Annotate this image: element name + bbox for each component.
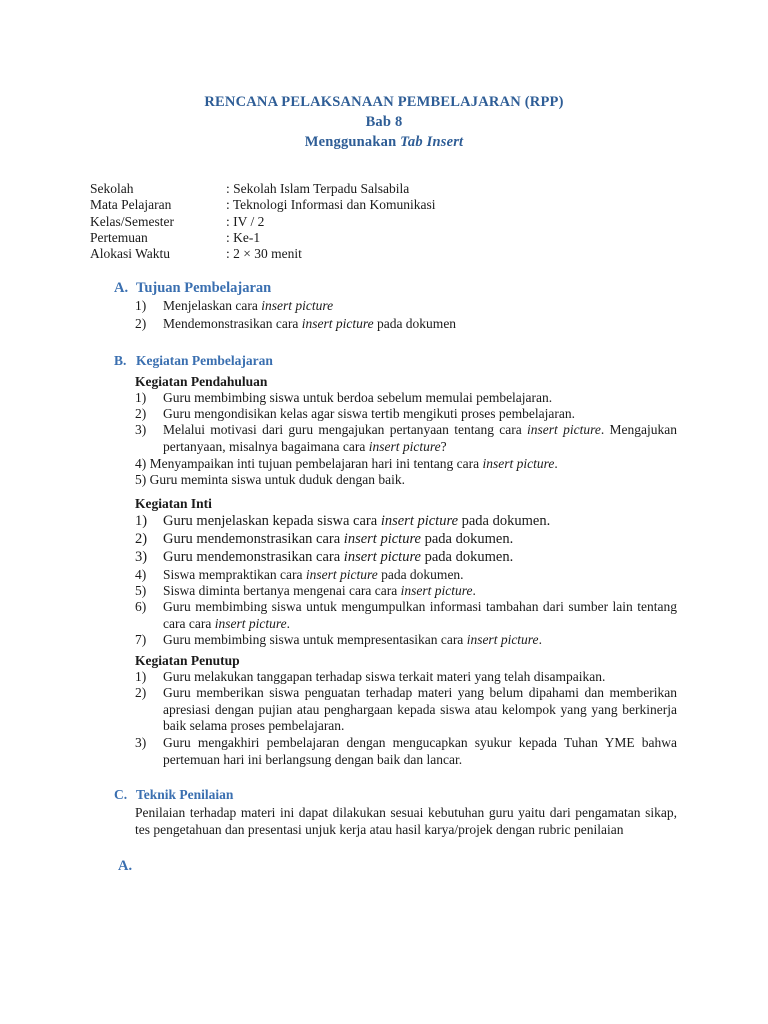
item-text: Guru mengakhiri pembelajaran dengan mengucapkan syukur kepada Tuhan YME bahwa pertemuan hari ini berlangsung dengan baik dan lancar. — [163, 735, 677, 767]
item-text: Guru menjelaskan kepada siswa cara insert picture pada dokumen. — [163, 513, 551, 529]
identity-key: Alokasi Waktu — [90, 246, 171, 261]
identity-value: : Teknologi Informasi dan Komunikasi — [226, 197, 436, 212]
item-text: Siswa diminta bertanya mengenai cara cara insert picture. — [163, 583, 476, 598]
item-number: 2) — [135, 685, 147, 700]
item-text: 5) Guru meminta siswa untuk duduk dengan baik. — [135, 472, 405, 487]
subtitle-text: Menggunakan — [304, 134, 401, 150]
subheading-penutup: Kegiatan Penutup — [135, 653, 240, 668]
list-item — [135, 472, 677, 489]
section-c-paragraph: Penilaian terhadap materi ini dapat dilakukan sesuai kebutuhan guru yaitu dari pengamatan sikap, tes pengetahuan dan presentasi unjuk kerja atau hasil karya/projek dengan rubric penilaian — [135, 805, 677, 837]
subtitle-italic: Tab Insert — [400, 134, 464, 150]
document-subtitle — [0, 134, 768, 151]
document-title: RENCANA PELAKSANAAN PEMBELAJARAN (RPP) — [204, 94, 564, 110]
identity-value: : IV / 2 — [226, 214, 265, 229]
item-text: Guru membimbing siswa untuk mengumpulkan informasi tambahan dari sumber lain tentang cara cara insert picture. — [163, 599, 677, 631]
subheading-pendahuluan: Kegiatan Pendahuluan — [135, 374, 268, 389]
section-a-heading — [114, 280, 271, 297]
section-title: Tujuan Pembelajaran — [136, 280, 272, 296]
identity-key: Sekolah — [90, 181, 134, 196]
item-text: 4) Menyampaikan inti tujuan pembelajaran hari ini tentang cara insert picture. — [135, 456, 558, 471]
identity-value: : Ke-1 — [226, 230, 261, 245]
item-number: 5) — [135, 583, 147, 598]
item-text: Melalui motivasi dari guru mengajukan pertanyaan tentang cara insert picture. Mengajukan pertanyaan, misalnya bagaimana cara insert picture? — [163, 422, 678, 454]
item-number: 4) — [135, 567, 147, 582]
item-text: Siswa mempraktikan cara insert picture pada dokumen. — [163, 567, 464, 582]
identity-value: : Sekolah Islam Terpadu Salsabila — [226, 181, 410, 196]
item-text: Menjelaskan cara insert picture — [163, 298, 334, 313]
item-number: 1) — [135, 669, 147, 684]
list-item — [135, 456, 677, 473]
item-text: Guru melakukan tanggapan terhadap siswa terkait materi yang telah disampaikan. — [163, 669, 606, 684]
section-b-heading — [114, 353, 273, 369]
identity-key: Mata Pelajaran — [90, 197, 172, 212]
item-number: 2) — [135, 406, 147, 421]
item-text: Guru mendemonstrasikan cara insert picture pada dokumen. — [163, 531, 514, 547]
chapter-label: Bab 8 — [365, 114, 403, 130]
item-number: 3) — [135, 735, 147, 750]
item-number: 3) — [135, 422, 147, 437]
item-number: 6) — [135, 599, 147, 614]
subheading-inti: Kegiatan Inti — [135, 496, 212, 511]
identity-key: Kelas/Semester — [90, 214, 174, 229]
section-letter: A. — [114, 280, 129, 296]
item-number: 1) — [135, 513, 148, 529]
section-title: Teknik Penilaian — [136, 787, 234, 802]
item-text: Mendemonstrasikan cara insert picture pada dokumen — [163, 316, 457, 331]
item-number: 2) — [135, 531, 148, 547]
item-text: Guru membimbing siswa untuk mempresentasikan cara insert picture. — [163, 632, 542, 647]
item-number: 1) — [135, 390, 147, 405]
item-number: 2) — [135, 316, 147, 331]
item-number: 3) — [135, 549, 148, 565]
item-text: Guru membimbing siswa untuk berdoa sebelum memulai pembelajaran. — [163, 390, 553, 405]
identity-value: : 2 × 30 menit — [226, 246, 302, 261]
item-text: Guru mengondisikan kelas agar siswa tertib mengikuti proses pembelajaran. — [163, 406, 576, 421]
trailing-section-letter: A. — [118, 858, 133, 874]
identity-key: Pertemuan — [90, 230, 148, 245]
item-number: 7) — [135, 632, 147, 647]
item-number: 1) — [135, 298, 147, 313]
section-title: Kegiatan Pembelajaran — [136, 353, 273, 368]
item-text: Guru mendemonstrasikan cara insert picture pada dokumen. — [163, 549, 514, 565]
section-letter: B. — [114, 353, 127, 368]
section-letter: C. — [114, 787, 128, 802]
item-text: Guru memberikan siswa penguatan terhadap materi yang belum dipahami dan memberikan apresiasi dengan pujian atau penghargaan kepada siswa atau kelompok yang yang berkinerja baik selama proses pembelajaran. — [163, 685, 677, 733]
section-c-heading — [114, 787, 233, 803]
